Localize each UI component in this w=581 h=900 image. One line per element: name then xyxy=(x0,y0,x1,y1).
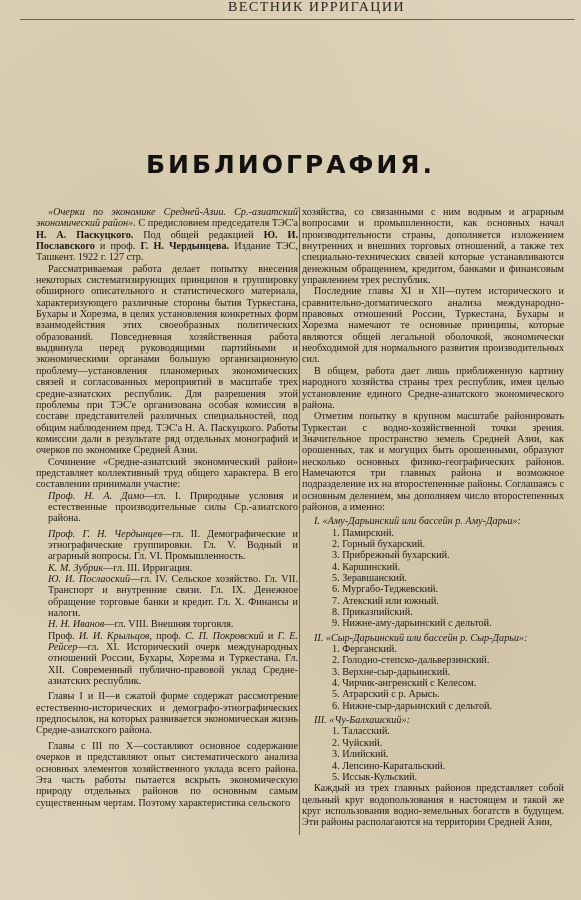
book-citation: «Очерки по экономике Средней-Азии. Ср.-азиатский экономический район». С предисловием председателя ТЭС'а Н. А. Паскуцкого. Под общей редакцией Ю. И. Поcлавского и проф. Г. Н. Чердынцева. Издание ТЭС, Ташкент. 1922 г. 127 стр. xyxy=(36,207,299,264)
paragraph: Главы I и II—в сжатой форме содержат рассмотрение естественно-исторических и демографо-этнографических предпосылок, на которых развивается экономическая жизнь Средне-азиатского района. xyxy=(36,691,298,737)
left-column xyxy=(36,207,298,809)
journal-title: ВЕСТНИК ИРРИГАЦИИ xyxy=(228,0,406,15)
list-item: 3. Илийский. xyxy=(332,749,389,761)
region-list xyxy=(302,726,564,783)
list-item: 3. Прибрежный бухарский. xyxy=(332,550,450,562)
paragraph: Рассматриваемая работа делает попытку внесения некоторых систематизирующих принципов в группировку обширного описательного и статистического материала, характеризующего различные стороны бытия Туркестана, Бухары и Хорезма, в целях установления конкретных форм взаимодействия этих своеобразных политических образований. Повседневная хозяйственная работа выдвинула перед руководящими партийными и экономическими органами большую организационную проблему—установления планомерных экономических связей и согласованных мероприятий в масштабе трех средне-азиатских республик. Для разрешения этой проблемы при ТЭС'е организована особая комиссия в составе представителей различных специальностей, под общим наблюдением пред. ТЭС'а Н. А. Паскуцкого. Работы комиссии дали в результате ряд отдельных монографий и очерков по экономике Средней Азии. xyxy=(36,263,298,457)
region-list xyxy=(302,528,564,630)
region-list xyxy=(302,644,564,712)
paragraph: Последние главы XI и XII—путем исторического и сравнительно-догматического анализа международно-правовых отношений России, Туркестана, Бухары и Хорезма намечают те основные принципы, которые являются общей легальной оболочкой, экономически необходимой для нормального развития производительных сил. xyxy=(302,286,564,366)
list-item: 4. Чирчик-ангренский с Келесом. xyxy=(332,678,477,690)
list-item: 6. Мургабо-Теджевский. xyxy=(332,584,439,596)
list-item: 2. Чуйский. xyxy=(332,737,383,749)
list-item: 6. Нижне-сыр-дарьинский с дельтой. xyxy=(332,700,493,712)
contributor-entry: Проф. Г. Н. Чердынцев—гл. II. Демографические и этнографические группировки. Гл. V. Водный и аграрный вопросы. Гл. VI. Промышленность. xyxy=(48,528,299,563)
paragraph: хозяйства, со связанными с ним водным и аграрным вопросами и промышленности, как основных начал производительности страны, дополняется изложением внутренних и внешних торговых отношений, а также тех специально-технических связей которые устанавливаются денежным обращением, кредитом, банками и финансовым управлением трех республик. xyxy=(302,207,564,287)
contributor-entry: Проф. И. И. Крыльцов, проф. С. П. Покровский и Г. Е. Рейсер—гл. XI. Исторический очерк международных отношений России, Бухары, Хорезма и Туркестана. Гл. XII. Современный публично-правовой уклад Средне-азиатских республик. xyxy=(48,630,298,688)
paragraph: Каждый из трех главных районов представляет собой цельный круг водопользования в настоящем и такой же круг использования водно-земельных богатств в будущем. Эти районы располагаются на территории Средней Азии, xyxy=(302,783,564,829)
region-heading: II. «Сыр-Дарьинский или бассейн р. Сыр-Дарьи»: xyxy=(314,632,528,644)
list-item: 2. Голодно-степско-дальверзинский. xyxy=(332,655,490,667)
paragraph: В общем, работа дает лишь приближенную картину народного хозяйства страны трех республик, имея целью установление единого Средне-азиатского экономического района. xyxy=(302,365,564,411)
list-item: 4. Лепсино-Каратальский. xyxy=(332,760,446,772)
paragraph: Сочинение «Средне-азиатский экономический район» представляет коллективный труд общего характера. В его составлении принимали участие: xyxy=(36,456,298,491)
list-item: 4. Каршинский. xyxy=(332,561,401,573)
contributor-entry: Проф. Н. А. Димо—гл. I. Природные условия и естественные производительные силы Ср.-азиатского района. xyxy=(48,490,298,525)
header-rule xyxy=(20,19,575,20)
column-divider xyxy=(299,207,300,835)
running-header xyxy=(0,0,581,20)
region-heading: I. «Аму-Дарьинский или бассейн р. Аму-Дарьи»: xyxy=(314,516,521,528)
list-item: 1. Ферганский. xyxy=(332,644,397,656)
contributor-entry: К. М. Зубрик—гл. III. Ирригация. xyxy=(48,562,193,574)
right-column xyxy=(302,207,564,829)
list-item: 7. Атекский или южный. xyxy=(332,595,439,607)
list-item: 5. Атрарский с р. Арысь. xyxy=(332,689,440,701)
list-item: 3. Верхне-сыр-дарьинский. xyxy=(332,666,451,678)
list-item: 1. Памирский. xyxy=(332,527,394,539)
paragraph: Отметим попытку в крупном масштабе районировать Туркестан с водно-хозяйственной точки зрения. Значительное пространство земель Средней Азии, как орошенных, так и могущих быть орошенными, образуют несколько основных физико-географических районов. Намечаются три главных района и возможное подразделение их на второстепенные районы. Соглашаясь с основным делением, мы дополняем число второстепенных районов, а именно: xyxy=(302,411,564,513)
list-item: 5. Иссык-Кульский. xyxy=(332,771,418,783)
contributor-entry: Н. Н. Иванов—гл. VIII. Внешняя торговля. xyxy=(48,619,234,631)
list-item: 2. Горный бухарский. xyxy=(332,538,426,550)
list-item: 8. Приказпийский. xyxy=(332,607,413,619)
list-item: 1. Таласский. xyxy=(332,726,390,738)
list-item: 9. Нижне-аму-дарьинский с дельтой. xyxy=(332,618,492,630)
section-title: БИБЛИОГРАФИЯ. xyxy=(145,150,436,179)
paragraph: Главы с III по X—составляют основное содержание очерков и представляют опыт систематического анализа основных элементов хозяйственного уклада всего района. Эта часть работы пытается вскрыть экономическую природу отдельных районов по основным самым существенным чертам. Поэтому характеристика сельского xyxy=(36,740,298,809)
region-heading: III. «Чу-Балхашский»: xyxy=(314,715,410,727)
contributor-entry: Ю. И. Послаоский—гл. IV. Сельское хозяйство. Гл. VII. Транспорт и внутренние связи. Гл. IX. Денежное обращение торговые банки и кредит. Гл. X. Финансы и налоги. xyxy=(48,574,298,620)
list-item: 5. Зеравшанский. xyxy=(332,573,407,584)
